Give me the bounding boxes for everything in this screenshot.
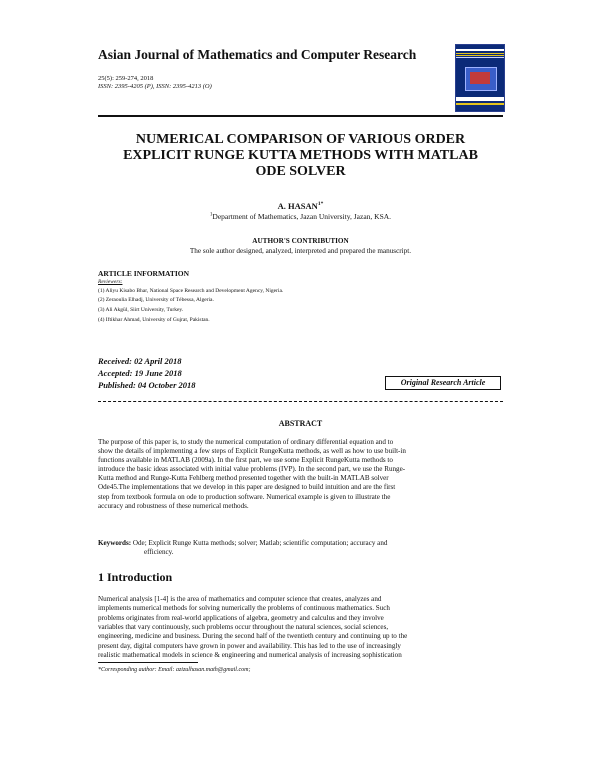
paper-title-line2: EXPLICIT RUNGE KUTTA METHODS WITH MATLAB	[123, 148, 478, 163]
volume-info: 25(5): 259-274, 2018	[98, 75, 154, 82]
paper-title	[98, 132, 503, 180]
author-name	[98, 201, 503, 211]
accepted-date: Accepted: 19 June 2018	[98, 368, 182, 378]
introduction-heading: 1 Introduction	[98, 570, 173, 584]
section-divider	[98, 401, 503, 402]
intro-line: engineering, medicine and business. During the second half of the twentieth century and continuing up to the	[98, 632, 408, 641]
reviewers-label: Reviewers:	[98, 279, 123, 285]
abstract-line: Ode45.The implementations that we develop in this paper are designed to build intuition and are the first	[98, 483, 396, 492]
abstract-line: step from textbook formula on ode to production software. Numerical example is given to illustrate the	[98, 492, 391, 501]
abstract-text	[98, 438, 503, 511]
journal-title: Asian Journal of Mathematics and Computer Research	[98, 47, 417, 62]
abstract-line: Kutta method and Runge-Kutta Fehlberg method presented together with the built-in MATLAB solver	[98, 474, 389, 483]
received-date: Received: 02 April 2018	[98, 356, 182, 366]
intro-line: realistic mathematical models in science & engineering and numerical analysis of increasing sophistication	[98, 651, 402, 660]
contribution-text: The sole author designed, analyzed, interpreted and prepared the manuscript.	[189, 247, 412, 255]
paper-title-line3: ODE SOLVER	[255, 164, 346, 179]
reviewer-item: (4) Iftikhar Ahmad, University of Gujrat, Pakistan.	[98, 317, 210, 323]
intro-line: implements numerical methods for solving numerically the problems of continuous mathematics. Such	[98, 604, 390, 613]
abstract-line: accuracy and robustness of these numerical methods.	[98, 501, 249, 510]
abstract-line: functions available in MATLAB (2009a). In the first part, we use some Explicit RungeKutta methods to	[98, 456, 393, 465]
keywords-line1: Ode; Explicit Runge Kutta methods; solver; Matlab; scientific computation; accuracy and	[132, 539, 388, 547]
keywords	[98, 539, 503, 558]
reviewer-item: (3) Ali Akgül, Siirt University, Turkey.	[98, 307, 184, 313]
affiliation-text: Department of Mathematics, Jazan University, Jazan, KSA.	[212, 212, 392, 221]
affiliation-sup: 1	[209, 212, 213, 218]
reviewer-item: (2) Zeraoulia Elhadj, University of Tébessa, Algeria.	[98, 297, 214, 303]
intro-line: problems originates from real-world applications of algebra, geometry and calculus and they involve	[98, 613, 384, 622]
abstract-heading: ABSTRACT	[278, 419, 323, 428]
introduction-text	[98, 595, 503, 660]
abstract-line: The purpose of this paper is, to study the numerical computation of ordinary differential equation and to	[98, 438, 394, 446]
reviewer-item: (1) Aliyu Kisabo Bhar, National Space Research and Development Agency, Nigeria.	[98, 288, 284, 294]
issn-info: ISSN: 2395-4205 (P), ISSN: 2395-4213 (O)	[98, 83, 212, 90]
abstract-line: show the details of implementing a few steps of Explicit RungeKutta methods, as well as how to use built-in	[98, 447, 406, 456]
keywords-line2: efficiency.	[144, 548, 174, 557]
keywords-label: Keywords:	[98, 539, 132, 547]
article-type-badge: Original Research Article	[385, 376, 501, 390]
intro-line: Numerical analysis [1-4] is the area of mathematics and computer science that creates, analyzes and	[98, 595, 382, 603]
intro-line: variables that vary continuously, such problems occur throughout the natural sciences, social sciences,	[98, 623, 389, 632]
footnote-divider	[98, 662, 198, 663]
author-sup: 1*	[317, 201, 324, 208]
affiliation	[98, 212, 503, 221]
published-date: Published: 04 October 2018	[98, 380, 196, 390]
footnote: *Corresponding author: Email: azizulhasan.math@gmail.com;	[98, 667, 251, 673]
header-divider	[98, 115, 503, 117]
contribution-heading: AUTHOR'S CONTRIBUTION	[252, 237, 349, 245]
paper-title-line1: NUMERICAL COMPARISON OF VARIOUS ORDER	[135, 132, 466, 147]
abstract-line: introduce the basic ideas associated with initial value problems (IVP). In the second part, we use the Runge-	[98, 465, 406, 474]
author-text: A. HASAN	[277, 201, 318, 211]
journal-cover-image	[455, 44, 505, 112]
intro-line: present day, digital computers have grown in power and availability. This has led to the use of increasingly	[98, 641, 401, 650]
article-info-heading: ARTICLE INFORMATION	[98, 269, 190, 278]
